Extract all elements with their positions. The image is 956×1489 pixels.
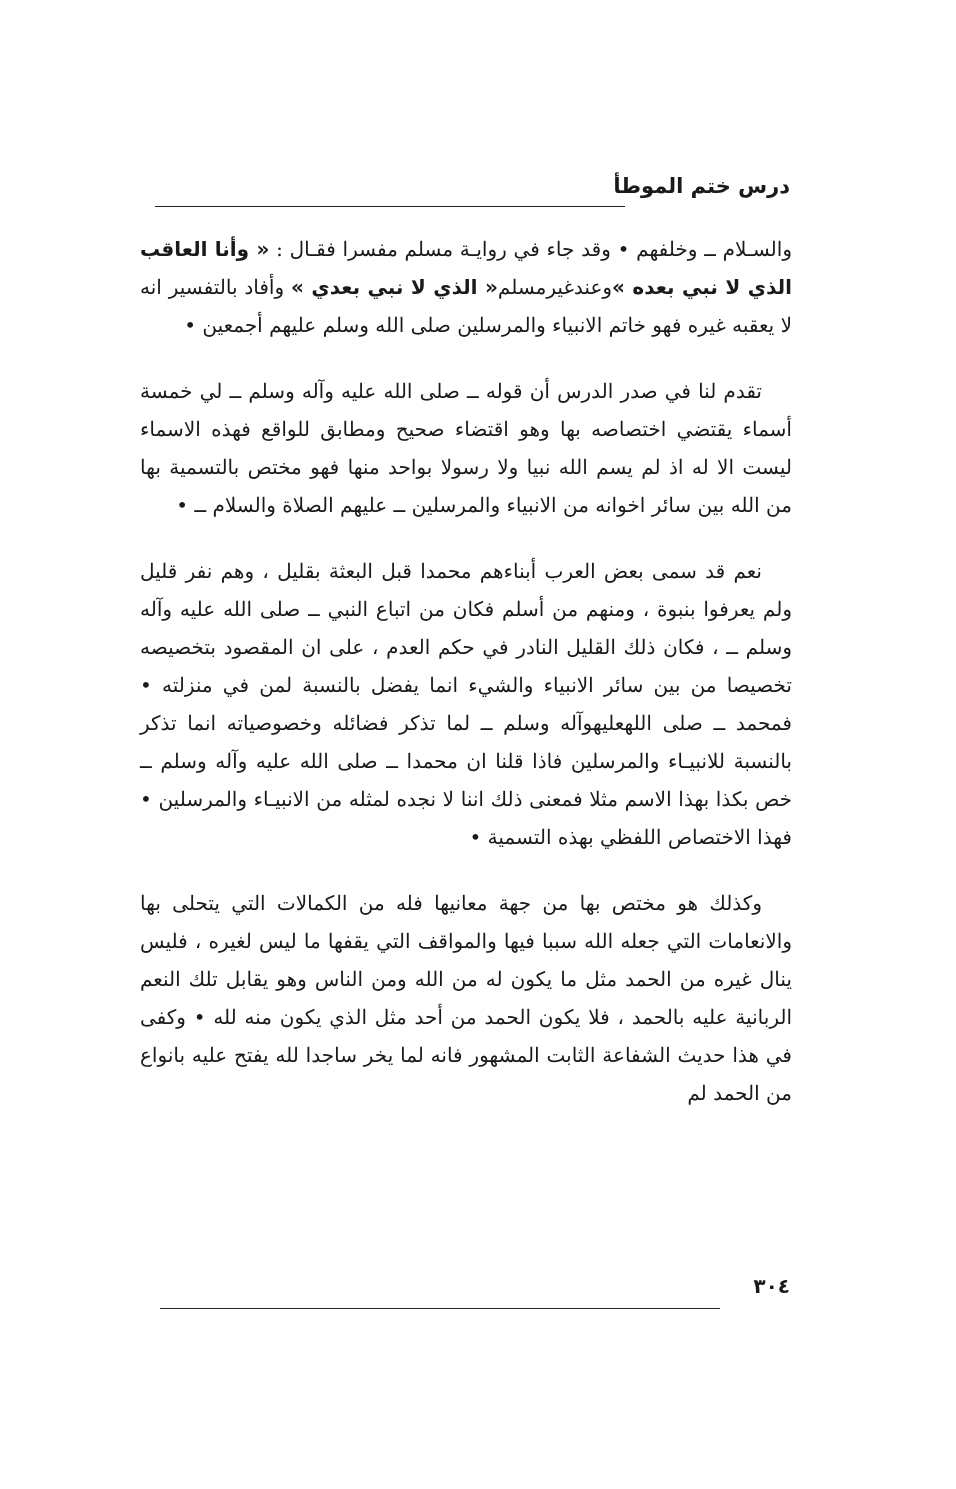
hadith-quote-2: « الذي لا نبي بعدي » [291, 275, 498, 299]
running-head [150, 170, 790, 210]
paragraph-3: نعم قد سمى بعض العرب أبناءهم محمدا قبل البعثة بقليل ، وهم نفر قليل ولم يعرفوا بنبوة ، ومنهم من أسلم فكان من اتباع النبي ــ صلى الله عليه وآله وسلم ــ ، فكان ذلك القليل النادر في حكم العدم ، على ان المقصود بتخصيصه تخصيصا من بين سائر الانبياء والشيء انما يفضل بالنسبة لمن في منزلته • فمحمد ــ صلى اللهعليهوآله وسلم ــ لما تذكر فضائله وخصوصياته انما تذكر بالنسبة للانبيـاء والمرسلين فاذا قلنا ان محمدا ــ صلى الله عليه وآله وسلم ــ خص بكذا بهذا الاسم مثلا فمعنى ذلك اننا لا نجده لمثله من الانبيـاء والمرسلين • فهذا الاختصاص اللفظي بهذه التسمية • [140, 559, 792, 849]
paragraph-1 [140, 230, 792, 344]
header-rule [155, 206, 625, 207]
hadith-quote-1: « وأنا العاقب الذي لا نبي بعده » [140, 237, 792, 299]
paragraph-1-middle: وعندغيرمسلم [497, 275, 613, 299]
paragraph-4: وكذلك هو مختص بها من جهة معانيها فله من الكمالات التي يتحلى بها والانعامات التي جعله الله سببا فيها والمواقف التي يقفها ما ليس لغيره ، فليس ينال غيره من الحمد مثل ما يكون له من الله ومن الناس وهو يقابل تلك النعم الربانية عليه بالحمد ، فلا يكون الحمد من أحد مثل الذي يكون منه لله • وكفى في هذا حديث الشفاعة الثابت المشهور فانه لما يخر ساجدا لله يفتح عليه بانواع من الحمد لم [140, 891, 792, 1105]
paragraph-2: تقدم لنا في صدر الدرس أن قوله ــ صلى الله عليه وآله وسلم ــ لي خمسة أسماء يقتضي اختصاصه بها وهو اقتضاء صحيح ومطابق للواقع فهذه الاسماء ليست الا له اذ لم يسم الله نبيا ولا رسولا بواحد منها فهو مختص بالتسمية بها من الله بين سائر اخوانه من الانبياء والمرسلين ــ عليهم الصلاة والسلام ــ • [140, 379, 792, 517]
page-number: ٣٠٤ [753, 1274, 790, 1298]
paragraph-1-intro: والسـلام ــ وخلفهم • وقد جاء في روايـة مسلم مفسرا فقـال : [269, 237, 792, 261]
paragraph-1-rest: وأفاد بالتفسير انه لا يعقبه غيره فهو خاتم الانبياء والمرسلين صلى الله وسلم عليهم أجمعين • [140, 275, 792, 337]
running-title: درس ختم الموطأ [613, 174, 790, 198]
page-footer [150, 1270, 790, 1320]
footer-rule [160, 1308, 720, 1309]
body-text [140, 230, 792, 1140]
